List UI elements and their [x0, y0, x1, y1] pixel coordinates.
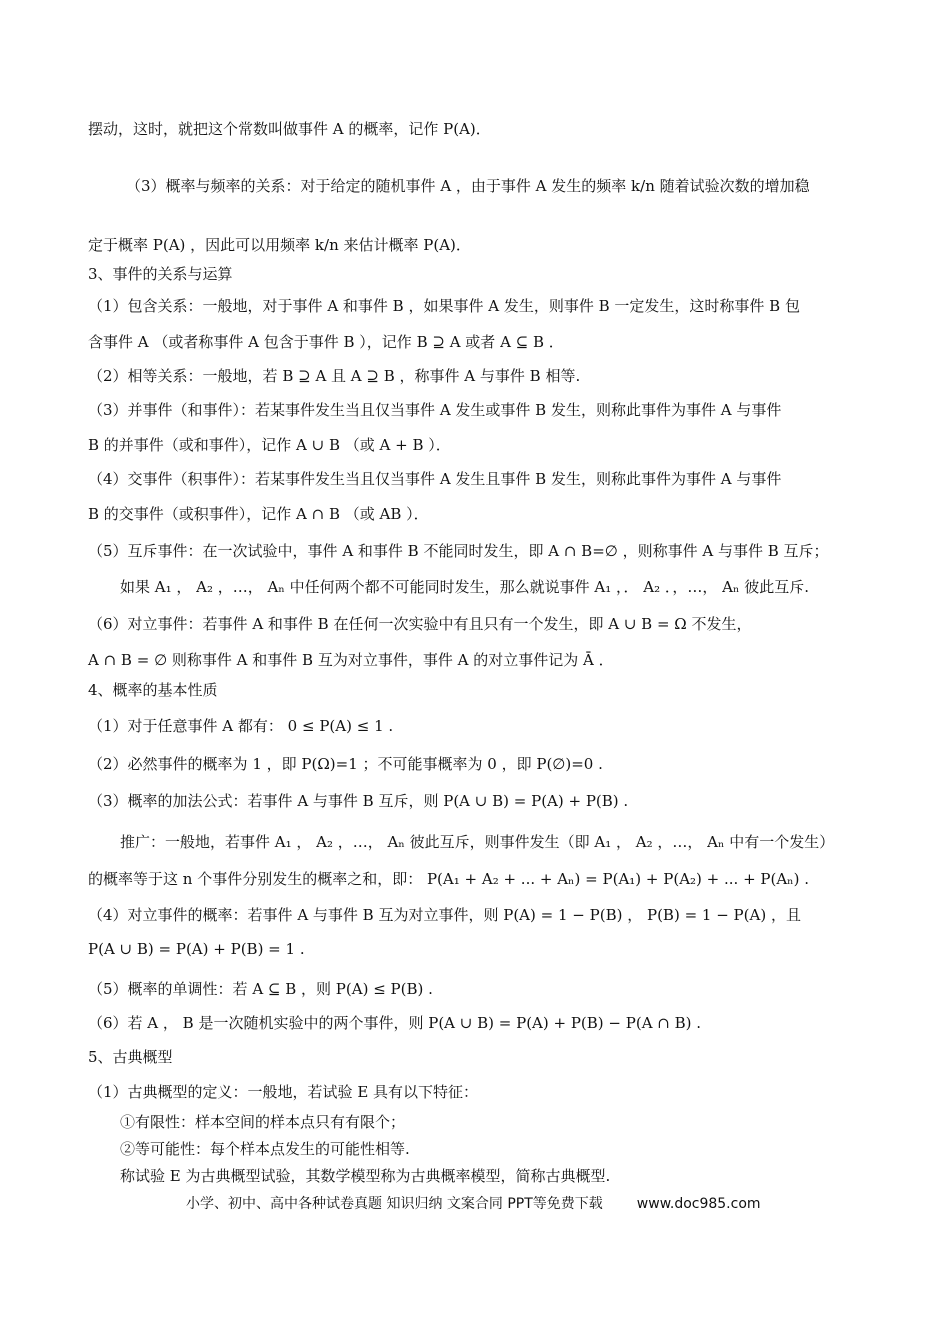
text-line: B 的交事件（或积事件），记作 A ∩ B （或 AB ）． [88, 505, 429, 523]
text-line: （2）相等关系：一般地，若 B ⊇ A 且 A ⊇ B ，称事件 A 与事件 B 相等. [88, 367, 581, 385]
text-line: （1）包含关系：一般地，对于事件 A 和事件 B ，如果事件 A 发生，则事件 B 一定发生，这时称事件 B 包 [88, 297, 800, 315]
section-heading: 4、概率的基本性质 [88, 681, 218, 699]
footer-link[interactable]: www.doc985.com [636, 1196, 761, 1212]
text-line: 推广：一般地，若事件 A₁ ， A₂ ，…， Aₙ 彼此互斥，则事件发生（即 A₁ ， A₂ ，…， Aₙ 中有一个发生） [120, 833, 835, 851]
text-line: 定于概率 P(A) ，因此可以用频率 k/n 来估计概率 P(A)． [88, 236, 471, 254]
text-line: 摆动，这时，就把这个常数叫做事件 A 的概率，记作 P(A)． [88, 120, 491, 138]
text-line: （3）概率与频率的关系：对于给定的随机事件 A ，由于事件 A 发生的频率 k/n 随着试验次数的增加稳 [126, 177, 810, 195]
text-line: 称试验 E 为古典概型试验，其数学模型称为古典概率模型，简称古典概型. [120, 1167, 611, 1185]
text-line: 含事件 A （或者称事件 A 包含于事件 B ），记作 B ⊇ A 或者 A ⊆ B ． [88, 333, 564, 351]
text-line: （4）交事件（积事件）：若某事件发生当且仅当事件 A 发生且事件 B 发生，则称此事件为事件 A 与事件 [88, 470, 782, 488]
section-heading: 5、古典概型 [88, 1048, 173, 1066]
section-heading: 3、事件的关系与运算 [88, 265, 233, 283]
text-line: （6）若 A ， B 是一次随机实验中的两个事件，则 P(A ∪ B) = P(A) + P(B) − P(A ∩ B) . [88, 1014, 702, 1032]
footer-text: 小学、初中、高中各种试卷真题 知识归纳 文案合同 PPT等免费下载 [186, 1196, 603, 1212]
text-line: （5）互斥事件：在一次试验中，事件 A 和事件 B 不能同时发生，即 A ∩ B=∅ ，则称事件 A 与事件 B 互斥； [88, 542, 829, 560]
text-line: （1）对于任意事件 A 都有： 0 ≤ P(A) ≤ 1 . [88, 717, 394, 735]
text-line: （4）对立事件的概率：若事件 A 与事件 B 互为对立事件，则 P(A) = 1 − P(B) ， P(B) = 1 − P(A) ，且 [88, 906, 801, 924]
text-line: 的概率等于这 n 个事件分别发生的概率之和，即： P(A₁ + A₂ + ... + Aₙ) = P(A₁) + P(A₂) + ... + P(Aₙ) . [88, 870, 810, 888]
text-line: A ∩ B = ∅ 则称事件 A 和事件 B 互为对立事件，事件 A 的对立事件记为 Ā ． [88, 651, 614, 669]
text-line: B 的并事件（或和事件），记作 A ∪ B （或 A + B ）． [88, 436, 451, 454]
text-line: （3）并事件（和事件）：若某事件发生当且仅当事件 A 发生或事件 B 发生，则称此事件为事件 A 与事件 [88, 401, 782, 419]
text-line: （6）对立事件：若事件 A 和事件 B 在任何一次实验中有且只有一个发生，即 A ∪ B = Ω 不发生， [88, 615, 752, 633]
text-line: ①有限性：样本空间的样本点只有有限个； [120, 1113, 406, 1131]
text-line: 如果 A₁ ， A₂ ，…， Aₙ 中任何两个都不可能同时发生，那么就说事件 A₁ ，． A₂ ．，…， Aₙ 彼此互斥. [120, 578, 810, 596]
text-line: （5）概率的单调性：若 A ⊆ B ，则 P(A) ≤ P(B) . [88, 980, 433, 998]
footer [186, 1193, 761, 1213]
text-line: （2）必然事件的概率为 1 ，即 P(Ω)=1 ；不可能事概率为 0 ，即 P(∅)=0 . [88, 755, 603, 773]
text-line: P(A ∪ B) = P(A) + P(B) = 1 . [88, 940, 305, 958]
text-line: ②等可能性：每个样本点发生的可能性相等. [120, 1140, 410, 1158]
text-line: （3）概率的加法公式：若事件 A 与事件 B 互斥，则 P(A ∪ B) = P(A) + P(B) . [88, 792, 629, 810]
text-line: （1）古典概型的定义：一般地，若试验 E 具有以下特征： [88, 1083, 479, 1101]
